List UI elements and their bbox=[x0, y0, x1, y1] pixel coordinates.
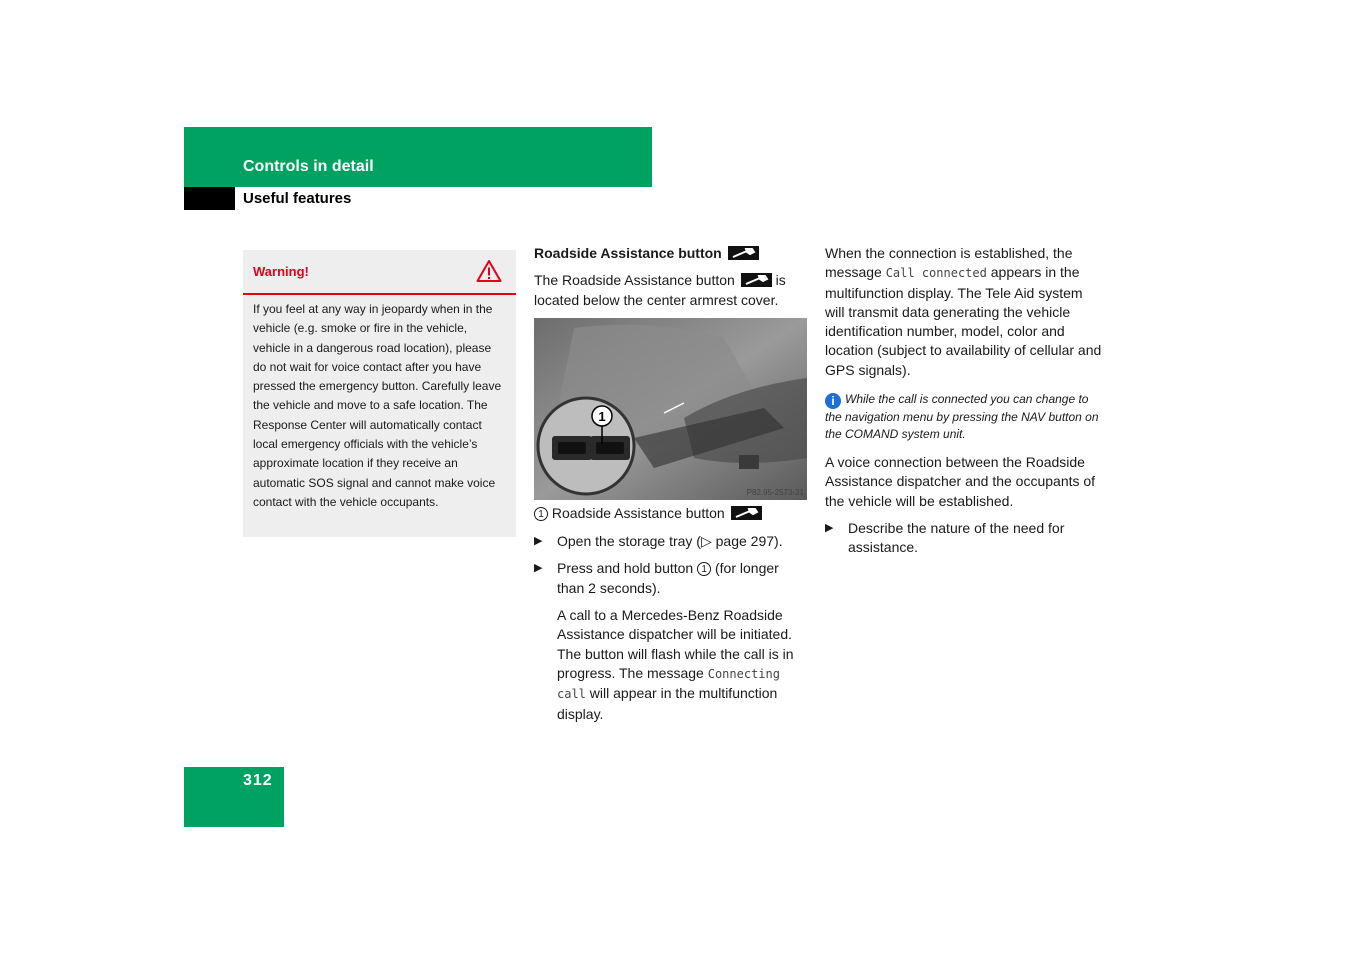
section-title: Controls in detail bbox=[243, 158, 374, 175]
column-connection bbox=[825, 244, 1105, 558]
roadside-heading-text: Roadside Assistance button bbox=[534, 245, 722, 261]
roadside-wrench-icon bbox=[728, 246, 759, 260]
step-describe-need bbox=[825, 519, 1105, 558]
roadside-intro-b: is located below the center armrest cover. bbox=[534, 272, 786, 308]
bullet-arrow-icon: ▶ bbox=[534, 535, 543, 548]
step-press-button-a: Press and hold button bbox=[557, 560, 694, 577]
step-press-button bbox=[534, 559, 809, 598]
roadside-intro-a: The Roadside Assistance button bbox=[534, 272, 735, 289]
step-press-button-b: (for longer than 2 seconds). bbox=[557, 560, 779, 596]
roadside-heading bbox=[534, 244, 809, 263]
header-bar bbox=[184, 127, 652, 187]
bullet-arrow-icon: ▶ bbox=[534, 562, 543, 575]
bullet-arrow-icon: ▶ bbox=[825, 521, 834, 534]
connection-paragraph bbox=[825, 244, 1105, 380]
callout-caption bbox=[534, 504, 809, 523]
page-number: 312 bbox=[243, 772, 273, 789]
warning-box bbox=[243, 250, 516, 537]
step-result bbox=[534, 606, 809, 724]
subsection-title: Useful features bbox=[243, 190, 352, 207]
connection-paragraph-a: When the connection is established, the message bbox=[825, 245, 1073, 281]
roadside-wrench-icon bbox=[731, 506, 762, 520]
info-note-text: While the call is connected you can change to the navigation menu by pressing the NAV button on the COMAND system unit. bbox=[825, 392, 1099, 442]
callout-number: 1 bbox=[697, 562, 711, 576]
roadside-wrench-icon bbox=[741, 273, 772, 287]
photo-reference: P82.95-2573-31 bbox=[746, 487, 804, 497]
warning-text: If you feel at any way in jeopardy when in the vehicle (e.g. smoke or fire in the vehicle, vehicle in a dangerous road location), please do not wait for voice contact after you have pressed the emergency button. Carefully leave the vehicle and move to a safe location. The Response Center will automatically contact local emergency officials with the vehicle’s approximate location if they receive an automatic SOS signal and cannot make voice contact with the vehicle occupants. bbox=[253, 302, 502, 509]
step-describe-need-text: Describe the nature of the need for assistance. bbox=[848, 519, 1065, 556]
message-call-connected: Call connected bbox=[885, 266, 987, 281]
warning-triangle-icon bbox=[476, 259, 502, 283]
warning-header bbox=[243, 250, 516, 295]
step-open-tray-a: Open the storage tray ( bbox=[557, 533, 701, 550]
armrest-photo bbox=[534, 318, 807, 500]
info-icon: i bbox=[825, 393, 841, 409]
callout-label: Roadside Assistance button bbox=[551, 504, 725, 521]
page-ref-arrow-icon: ▷ bbox=[700, 533, 712, 550]
section-tab-marker bbox=[184, 187, 235, 210]
step-result-a: A call to a Mercedes-Benz Roadside Assistance dispatcher will be initiated. The button will flash while the call is in progress. The message bbox=[557, 607, 794, 681]
column-roadside bbox=[534, 244, 809, 724]
callout-number: 1 bbox=[534, 507, 548, 521]
message-connecting-call: Connecting call bbox=[557, 666, 780, 702]
warning-label: Warning! bbox=[253, 264, 309, 279]
info-note bbox=[825, 391, 1105, 443]
voice-connection-paragraph: A voice connection between the Roadside Assistance dispatcher and the occupants of the vehicle will be established. bbox=[825, 454, 1096, 509]
step-result-b: will appear in the multifunction display. bbox=[557, 685, 778, 722]
step-open-tray-b: page 297). bbox=[711, 533, 783, 550]
step-open-tray bbox=[534, 532, 809, 551]
roadside-intro bbox=[534, 271, 809, 310]
photo-callout-number: 1 bbox=[598, 408, 606, 424]
connection-paragraph-b: appears in the multifunction display. The Tele Aid system will transmit data generating the vehicle identification number, model, color and location (subject to availability of cellular and GPS signals). bbox=[825, 264, 1102, 378]
